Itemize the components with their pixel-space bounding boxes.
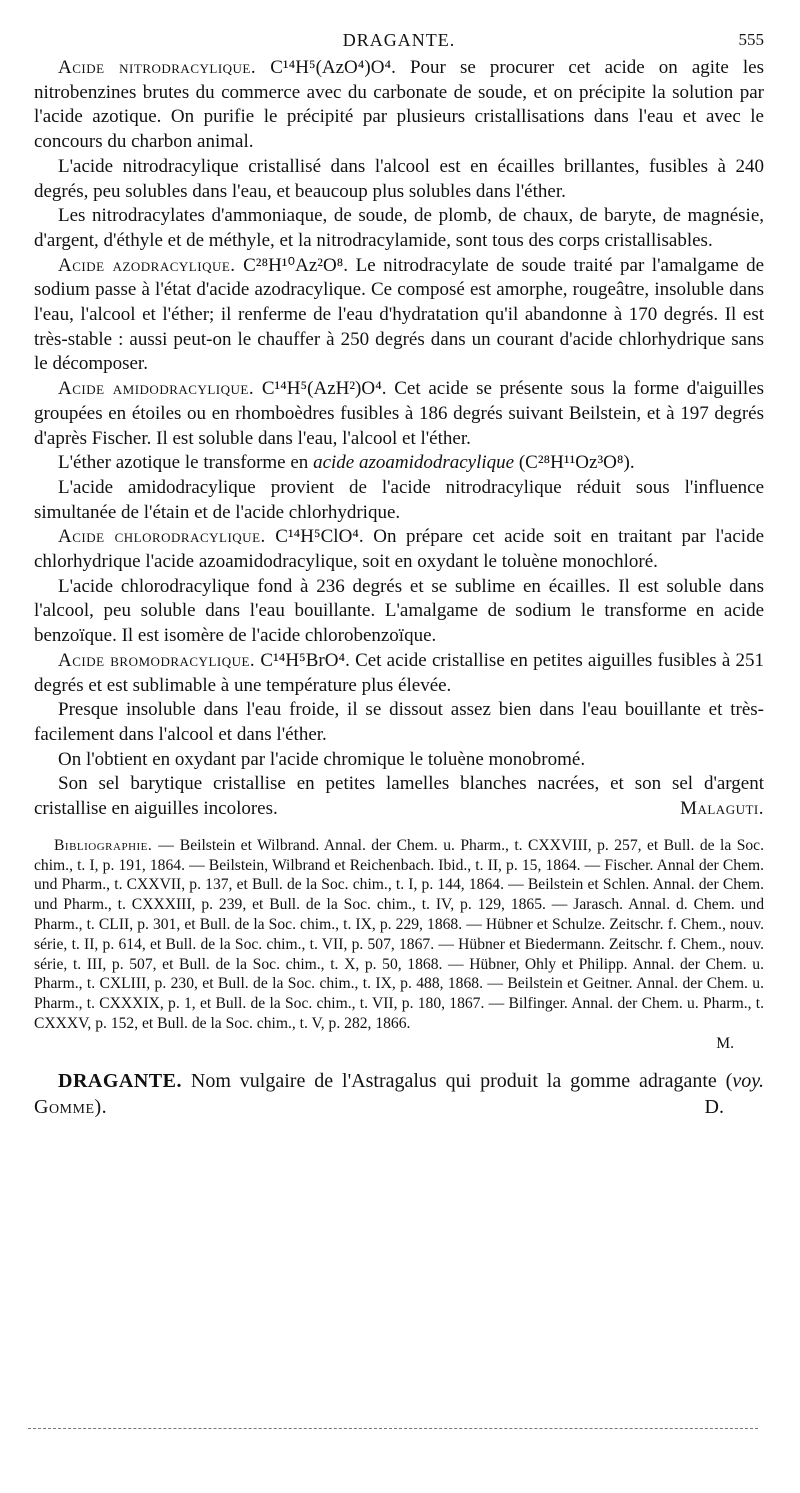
paragraph-text: L'éther azotique le transforme en: [58, 452, 314, 474]
bibliography: [34, 836, 764, 1034]
dictionary-entry: [34, 1068, 764, 1120]
italic-term: voy.: [732, 1069, 764, 1092]
paragraph: [34, 772, 764, 821]
section-label: Acide chlorodracylique.: [58, 526, 266, 548]
running-header: [34, 24, 764, 56]
author-signature: M.: [716, 1034, 734, 1052]
paragraph-chlorodracylique: [34, 525, 764, 574]
paragraph-bromodracylique: [34, 649, 764, 698]
author-signature: D.: [704, 1095, 724, 1118]
chemical-formula: C¹⁴H⁵ClO⁴.: [275, 526, 364, 548]
paragraph: [34, 204, 764, 253]
paragraph-text: (C²⁸H¹¹Oz³O⁸).: [514, 452, 635, 474]
bibliography-text: Beilstein et Wilbrand. Annal. der Chem. u. Pharm., t. CXXVIII, p. 257, et Bull. de la Soc. chim., t. I, p. 191, 1864. — Beilstein, Wilbrand et Reichenbach. Ibid., t. II, p. 15, 1864. — Fischer. Annal der Chem. und Pharm., t. CXXVII, p. 137, et Bull. de la Soc. chim., t. I, p. 144, 1864. — Beilstein et Schlen. Annal. der Chem. und Pharm., t. CXXXIII, p. 239, et Bull. de la Soc. chim., t. IV, p. 129, 1865. — Jarasch. Annal. d. Chem. und Pharm., t. CLII, p. 301, et Bull. de la Soc. chim., t. IX, p. 229, 1868. — Hübner et Schulze. Zeitschr. f. Chem., nouv. série, t. II, p. 614, et Bull. de la Soc. chim., t. VII, p. 507, 1867. — Hübner et Biedermann. Zeitschr. f. Chem., nouv. série, t. III, p. 507, et Bull. de la Soc. chim., t. X, p. 50, 1868. — Hübner, Ohly et Philipp. Annal. der Chem. u. Pharm., t. CXLIII, p. 230, et Bull. de la Soc. chim., t. IX, p. 488, 1868. — Beilstein et Geitner. Annal. der Chem. u. Pharm., t. CXXXIX, p. 1, et Bull. de la Soc. chim., t. VII, p. 180, 1867. — Bilfinger. Annal. der Chem. u. Pharm., t. CXXXV, p. 152, et Bull. de la Soc. chim., t. V, p. 282, 1866.: [34, 836, 765, 1032]
paragraph-text: Presque insoluble dans l'eau froide, il se dissout assez bien dans l'eau bouillante et très-facilement dans l'alcool et dans l'éther.: [34, 699, 764, 745]
paragraph-text: Pour se procurer cet acide on agite les nitrobenzines brutes du commerce avec du carbonate de soude, et on précipite la solution par l'acide azotique. On purifie le précipité par plusieurs cristallisations dans l'eau et avec le concours du charbon animal.: [34, 57, 765, 153]
paragraph-text: Les nitrodracylates d'ammoniaque, de soude, de plomb, de chaux, de baryte, de magnésie, d'argent, d'éthyle et de méthyle, et la nitrodracylamide, sont tous des corps cristallisables.: [34, 205, 764, 251]
paragraph-text: L'acide chlorodracylique fond à 236 degrés et se sublime en écailles. Il est soluble dans l'alcool, peu soluble dans l'eau bouillante. L'amalgame de sodium le transforme en acide benzoïque. Il est isomère de l'acide chlorobenzoïque.: [34, 575, 764, 647]
section-label: Acide bromodracylique.: [58, 649, 256, 671]
entry-text: Gomme).: [34, 1095, 108, 1118]
paragraph: [34, 698, 764, 747]
paragraph-azodracylique: [34, 254, 764, 378]
bibliography-signature-row: [34, 1034, 764, 1054]
paragraph: [34, 575, 764, 649]
entry-text: Nom vulgaire de l'Astragalus qui produit la gomme adragante (: [190, 1069, 733, 1092]
paragraph-text: Cet acide se présente sous la forme d'aiguilles groupées en étoiles ou en rhomboèdres fusibles à 186 degrés suivant Beilstein, et à 197 degrés d'après Fischer. Il est soluble dans l'eau, l'alcool et l'éther.: [34, 378, 765, 449]
paragraph-text: On l'obtient en oxydant par l'acide chromique le toluène monobromé.: [58, 748, 586, 770]
paragraph: [34, 451, 764, 476]
paragraph-text: Son sel barytique cristallise en petites lamelles blanches nacrées, et son sel d'argent cristallise en aiguilles incolores.: [34, 773, 764, 820]
chemical-formula: C¹⁴H⁵BrO⁴.: [260, 649, 350, 671]
chemical-formula: C¹⁴H⁵(AzO⁴)O⁴.: [270, 57, 396, 78]
paragraph-text: Cet acide cristallise en petites aiguilles fusibles à 251 degrés et est sublimable à une température plus élevée.: [34, 649, 764, 696]
chemical-formula: C²⁸H¹⁰Az²O⁸.: [243, 254, 349, 276]
paragraph: [34, 155, 764, 204]
chemical-formula: C¹⁴H⁵(AzH²)O⁴.: [261, 378, 387, 400]
paragraph-text: L'acide amidodracylique provient de l'acide nitrodracylique réduit sous l'influence simultanée de l'étain et de l'acide chlorhydrique.: [34, 476, 764, 523]
paragraph: [34, 476, 764, 525]
paragraph-amidodracylique: [34, 377, 764, 451]
bibliography-label: Bibliographie. —: [54, 836, 175, 854]
paragraph: [34, 748, 764, 773]
paragraph-nitrodracylique: [34, 56, 764, 155]
footer-rule: [28, 1428, 758, 1430]
paragraph-text: L'acide nitrodracylique cristallisé dans l'alcool est en écailles brillantes, fusibles à 240 degrés, peu solubles dans l'eau, et beaucoup plus solubles dans l'éther.: [34, 155, 764, 202]
section-label: Acide amidodracylique.: [58, 378, 255, 400]
author-signature: Malaguti.: [680, 798, 764, 820]
document-page: [34, 24, 764, 1140]
section-label: Acide azodracylique.: [58, 254, 236, 276]
italic-term: acide azoamidodracylique: [313, 452, 515, 474]
entry-headword: DRAGANTE.: [58, 1069, 182, 1092]
page-number: 555: [738, 30, 764, 49]
page-title: DRAGANTE.: [342, 30, 456, 50]
paragraph-text: Le nitrodracylate de soude traité par l'amalgame de sodium passe à l'état d'acide azodracylique. Ce composé est amorphe, rougeâtre, insoluble dans l'eau, l'alcool et l'éther; il renferme de l'eau d'hydratation qu'il abandonne à 170 degrés. Il est très-stable : aussi peut-on le chauffer à 250 degrés dans un courant d'acide chlorhydrique sans le décomposer.: [34, 254, 765, 375]
paragraph-text: On prépare cet acide soit en traitant par l'acide chlorhydrique l'acide azoamidodracylique, soit en oxydant le toluène monochloré.: [34, 526, 765, 573]
section-label: Acide nitrodracylique.: [58, 57, 257, 78]
